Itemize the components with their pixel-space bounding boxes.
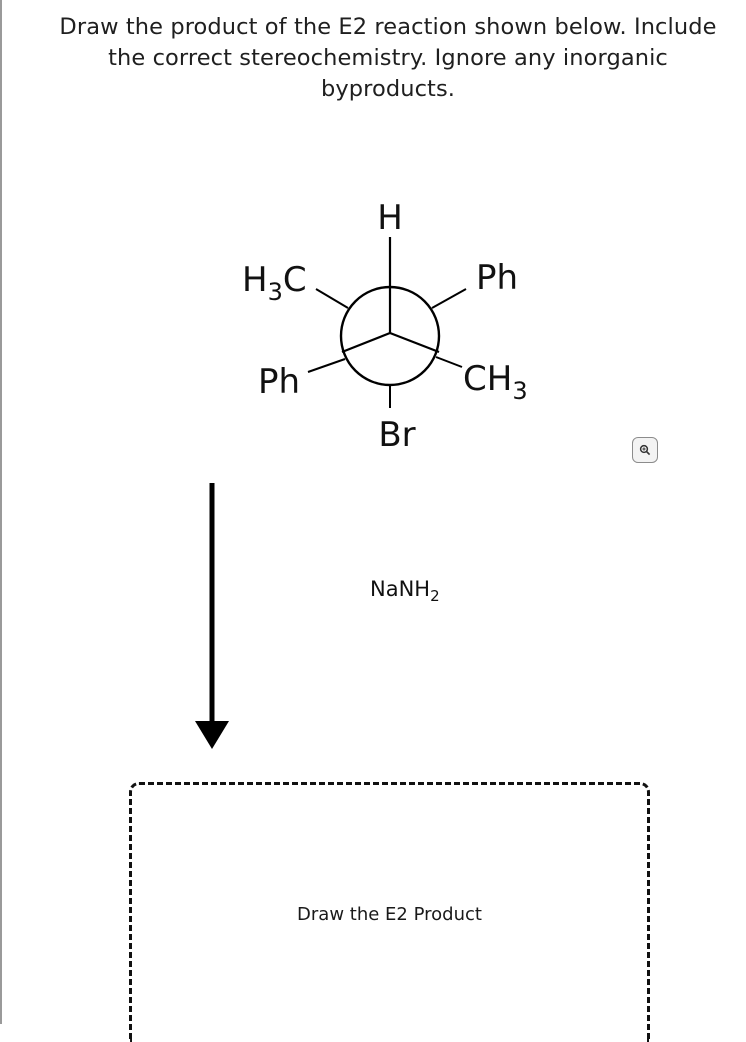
h3c-subscript: 3 [267, 278, 283, 306]
bond-front-lower-right [390, 333, 439, 352]
label-front-top: H [377, 198, 403, 238]
zoom-button[interactable] [632, 437, 658, 463]
arrow-head [195, 721, 229, 749]
h3c-h: H [242, 260, 268, 300]
label-back-upper-right: Ph [476, 258, 519, 298]
newman-projection [242, 198, 528, 455]
product-drawing-area[interactable] [129, 782, 650, 1042]
reagent-main: NaNH [370, 577, 431, 601]
label-front-bottom: Br [378, 415, 416, 455]
magnifier-icon [639, 444, 651, 456]
bond-back-lower-right [436, 357, 462, 367]
ch3-subscript: 3 [512, 377, 528, 405]
label-back-lower-right [463, 359, 528, 405]
ch3-ch: CH [463, 359, 513, 399]
reagent-subscript: 2 [430, 587, 440, 605]
bond-back-lower-left [308, 359, 345, 372]
label-back-upper-left [242, 260, 307, 306]
h3c-c: C [282, 260, 307, 300]
drawing-area-label: Draw the E2 Product [297, 904, 482, 925]
question-line-2: the correct stereochemistry. Ignore any inorganic [108, 45, 668, 71]
bond-back-upper-left [316, 289, 348, 308]
bond-back-upper-right [432, 289, 466, 308]
label-back-lower-left: Ph [258, 362, 301, 402]
reagent-label [370, 577, 440, 605]
question-line-1: Draw the product of the E2 reaction shown below. Include [59, 14, 717, 40]
reaction-arrow [195, 483, 229, 749]
question-line-3: byproducts. [320, 76, 456, 102]
bond-front-lower-left [342, 333, 390, 352]
